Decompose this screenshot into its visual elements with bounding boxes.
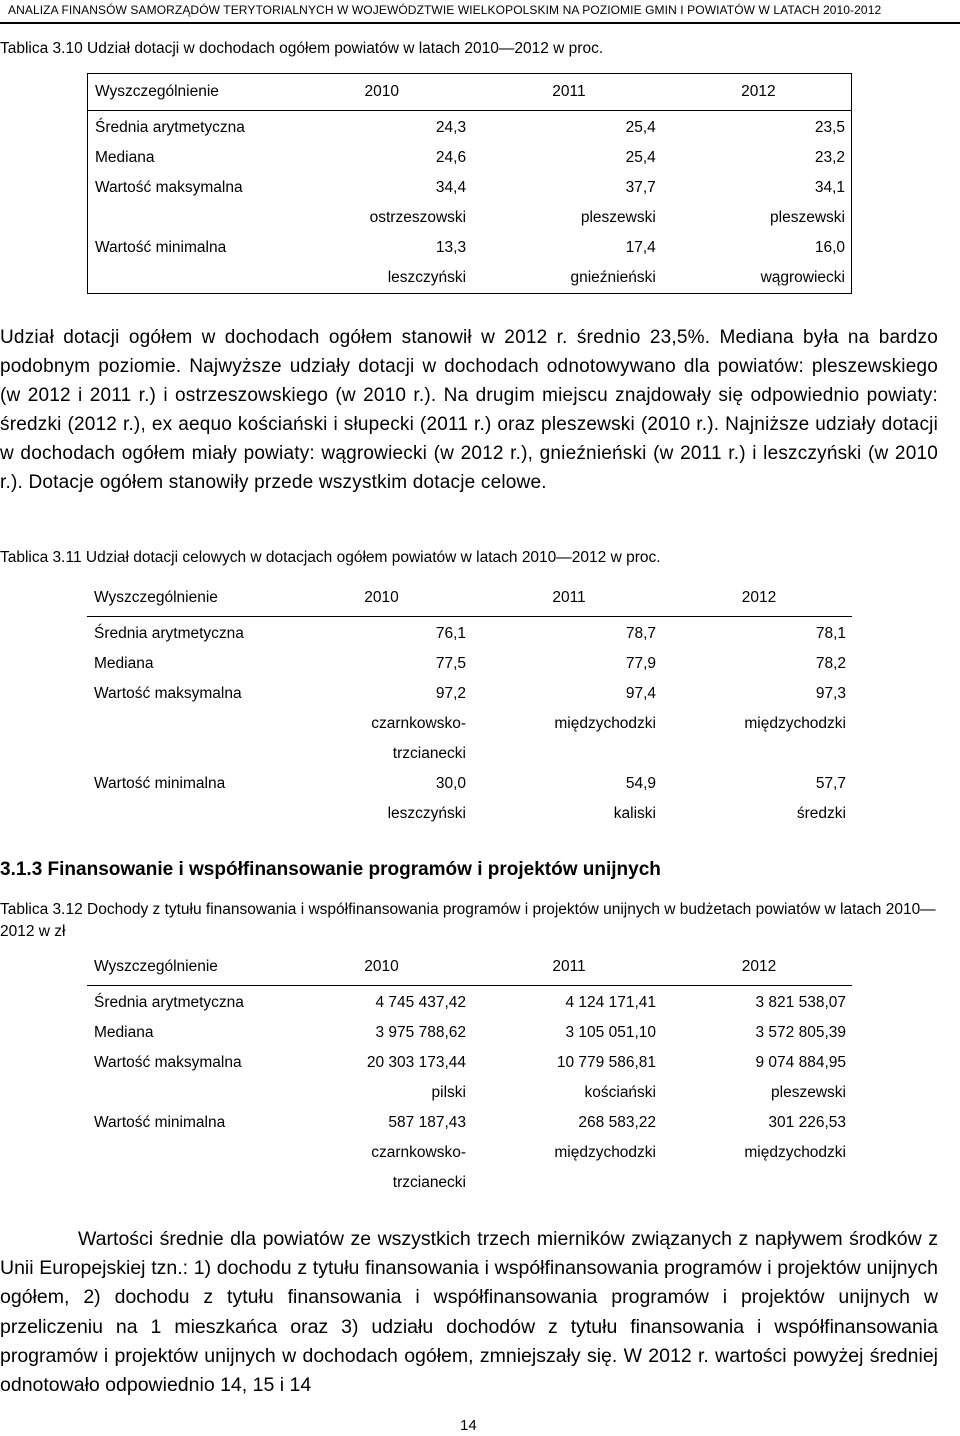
column-header: Wyszczególnienie [88,74,288,111]
row-label: Wartość minimalna [95,239,227,256]
table-cell-county: pleszewski [770,209,845,226]
table-cell: 24,6 [435,149,467,166]
table-cell: 23,2 [814,149,845,166]
column-header: 2011 [472,949,662,986]
table-cell: 77,9 [625,655,656,672]
table-cell: 78,2 [815,655,846,672]
table-cell-county: ostrzeszowski [369,209,467,226]
table-cell-county: międzychodzki [744,715,846,732]
table-cell: 76,1 [435,625,466,642]
row-label: Średnia arytmetyczna [95,119,245,136]
row-label: Średnia arytmetyczna [94,994,244,1011]
table-cell-county: kaliski [613,805,656,822]
column-header: 2010 [287,580,472,617]
body-paragraph: Udział dotacji ogółem w dochodach ogółem stanowił w 2012 r. średnio 23,5%. Mediana była na bardzo podobnym poziomie. Najwyższe udziały dotacji w dochodach odnotowywano dla powiatów: pleszewskiego (w 2012 i 2011 r.) i ostrzeszowskiego (w 2010 r.). Na drugim miejscu znajdowały się odpowiednio powiaty: średzki (2012 r.), ex aequo kościański i słupecki (2011 r.) oraz pleszewski (2010 r.). Najniższe udziały dotacji w dochodach ogółem miały powiaty: wągrowiecki (w 2012 r.), gnieźnieński (w 2011 r.) i leszczyński (w 2010 r.). Dotacje ogółem stanowiły przede wszystkim dotacje celowe. [0,327,938,493]
table-cell: 3 105 051,10 [565,1024,656,1041]
table-cell-county: trzcianecki [392,745,466,762]
running-header [0,0,960,24]
column-header: 2010 [287,949,472,986]
row-label: Wartość minimalna [94,775,226,792]
table-cell: 57,7 [815,775,846,792]
table-cell: 25,4 [625,149,656,166]
table-cell: 20 303 173,44 [366,1054,466,1071]
row-label: Wartość maksymalna [94,1054,242,1071]
table-cell: 3 975 788,62 [375,1024,466,1041]
table-cell-county: pleszewski [580,209,656,226]
table-3-12 [87,949,852,1198]
table-cell: 97,3 [815,685,846,702]
column-header: 2012 [662,74,852,111]
table-cell: 17,4 [625,239,656,256]
row-label: Wartość minimalna [94,1114,226,1131]
table-cell-county: leszczyński [387,269,467,286]
table-caption-3-12: Tablica 3.12 Dochody z tytułu finansowania i współfinansowania programów i projektów unijnych w budżetach powiatów w latach 2010—2012 w zł [0,901,936,940]
table-cell: 54,9 [625,775,656,792]
table-cell: 97,4 [625,685,656,702]
table-cell-county: międzychodzki [554,1144,656,1161]
running-header-text: ANALIZA FINANSÓW SAMORZĄDÓW TERYTORIALNYCH W WOJEWÓDZTWIE WIELKOPOLSKIM NA POZIOMIE GMIN I POWIATÓW W LATACH 2010-2012 [8,3,882,17]
table-cell-county: czarnkowsko- [371,1144,466,1161]
table-cell: 9 074 884,95 [755,1054,846,1071]
table-cell: 30,0 [435,775,466,792]
table-cell: 25,4 [625,119,656,136]
table-cell-county: średzki [796,805,846,822]
row-label: Mediana [95,149,155,166]
table-cell: 78,1 [815,625,846,642]
table-cell: 3 821 538,07 [755,994,846,1011]
table-cell: 37,7 [625,179,656,196]
table-cell: 4 745 437,42 [375,994,466,1011]
table-cell: 4 124 171,41 [565,994,656,1011]
column-header: 2012 [662,949,852,986]
table-cell-county: pleszewski [771,1084,846,1101]
row-label: Mediana [94,1024,154,1041]
table-cell-county: wągrowiecki [760,269,845,286]
body-paragraph-2-text: Wartości średnie dla powiatów ze wszystkich trzech mierników związanych z napływem środków z Unii Europejskiej tzn.: 1) dochodu z tytułu finansowania i współfinansowania programów i projektów unijnych ogółem, 2) dochodu z tytułu finansowania i współfinansowania programów i projektów unijnych w przeliczeniu na 1 mieszkańca oraz 3) udziału dochodów z tytułu finansowania i współfinansowania programów i projektów unijnych w dochodach ogółem, zmniejszały się. W 2012 r. wartości powyżej średniej odnotowało odpowiednio 14, 15 i 14 [0,1228,938,1397]
table-cell: 10 779 586,81 [556,1054,656,1071]
table-cell: 97,2 [435,685,466,702]
row-label: Mediana [94,655,154,672]
table-cell: 16,0 [814,239,845,256]
table-caption-3-11: Tablica 3.11 Udział dotacji celowych w dotacjach ogółem powiatów w latach 2010—2012 w proc. [0,549,661,566]
table-cell: 77,5 [435,655,466,672]
row-label: Wartość maksymalna [94,685,242,702]
column-header: 2011 [472,580,662,617]
table-cell: 34,1 [814,179,845,196]
column-header: Wyszczególnienie [87,580,287,617]
table-cell: 78,7 [625,625,656,642]
column-header: 2011 [472,74,662,111]
row-label: Wartość maksymalna [95,179,243,196]
table-cell-county: trzcianecki [392,1174,466,1191]
table-cell: 34,4 [435,179,467,196]
body-paragraph-2 [0,1225,938,1400]
table-cell: 587 187,43 [388,1114,466,1131]
table-3-10 [87,73,852,294]
column-header: Wyszczególnienie [87,949,287,986]
page-number: 14 [460,1417,477,1434]
table-cell: 268 583,22 [578,1114,656,1131]
table-cell-county: czarnkowsko- [371,715,466,732]
table-cell-county: gnieźnieński [570,269,656,286]
table-cell-county: kościański [584,1084,656,1101]
table-caption-3-10: Tablica 3.10 Udział dotacji w dochodach ogółem powiatów w latach 2010—2012 w proc. [0,40,604,57]
table-cell-county: międzychodzki [554,715,656,732]
table-cell: 301 226,53 [768,1114,846,1131]
column-header: 2012 [662,580,852,617]
table-3-11 [87,580,852,829]
table-cell: 23,5 [814,119,845,136]
table-cell: 24,3 [435,119,467,136]
column-header: 2010 [287,74,472,111]
table-cell: 13,3 [435,239,467,256]
table-cell-county: międzychodzki [744,1144,846,1161]
table-cell: 3 572 805,39 [755,1024,846,1041]
section-heading: 3.1.3 Finansowanie i współfinansowanie programów i projektów unijnych [0,859,661,880]
table-cell-county: leszczyński [387,805,466,822]
table-cell-county: pilski [431,1084,466,1101]
row-label: Średnia arytmetyczna [94,625,244,642]
